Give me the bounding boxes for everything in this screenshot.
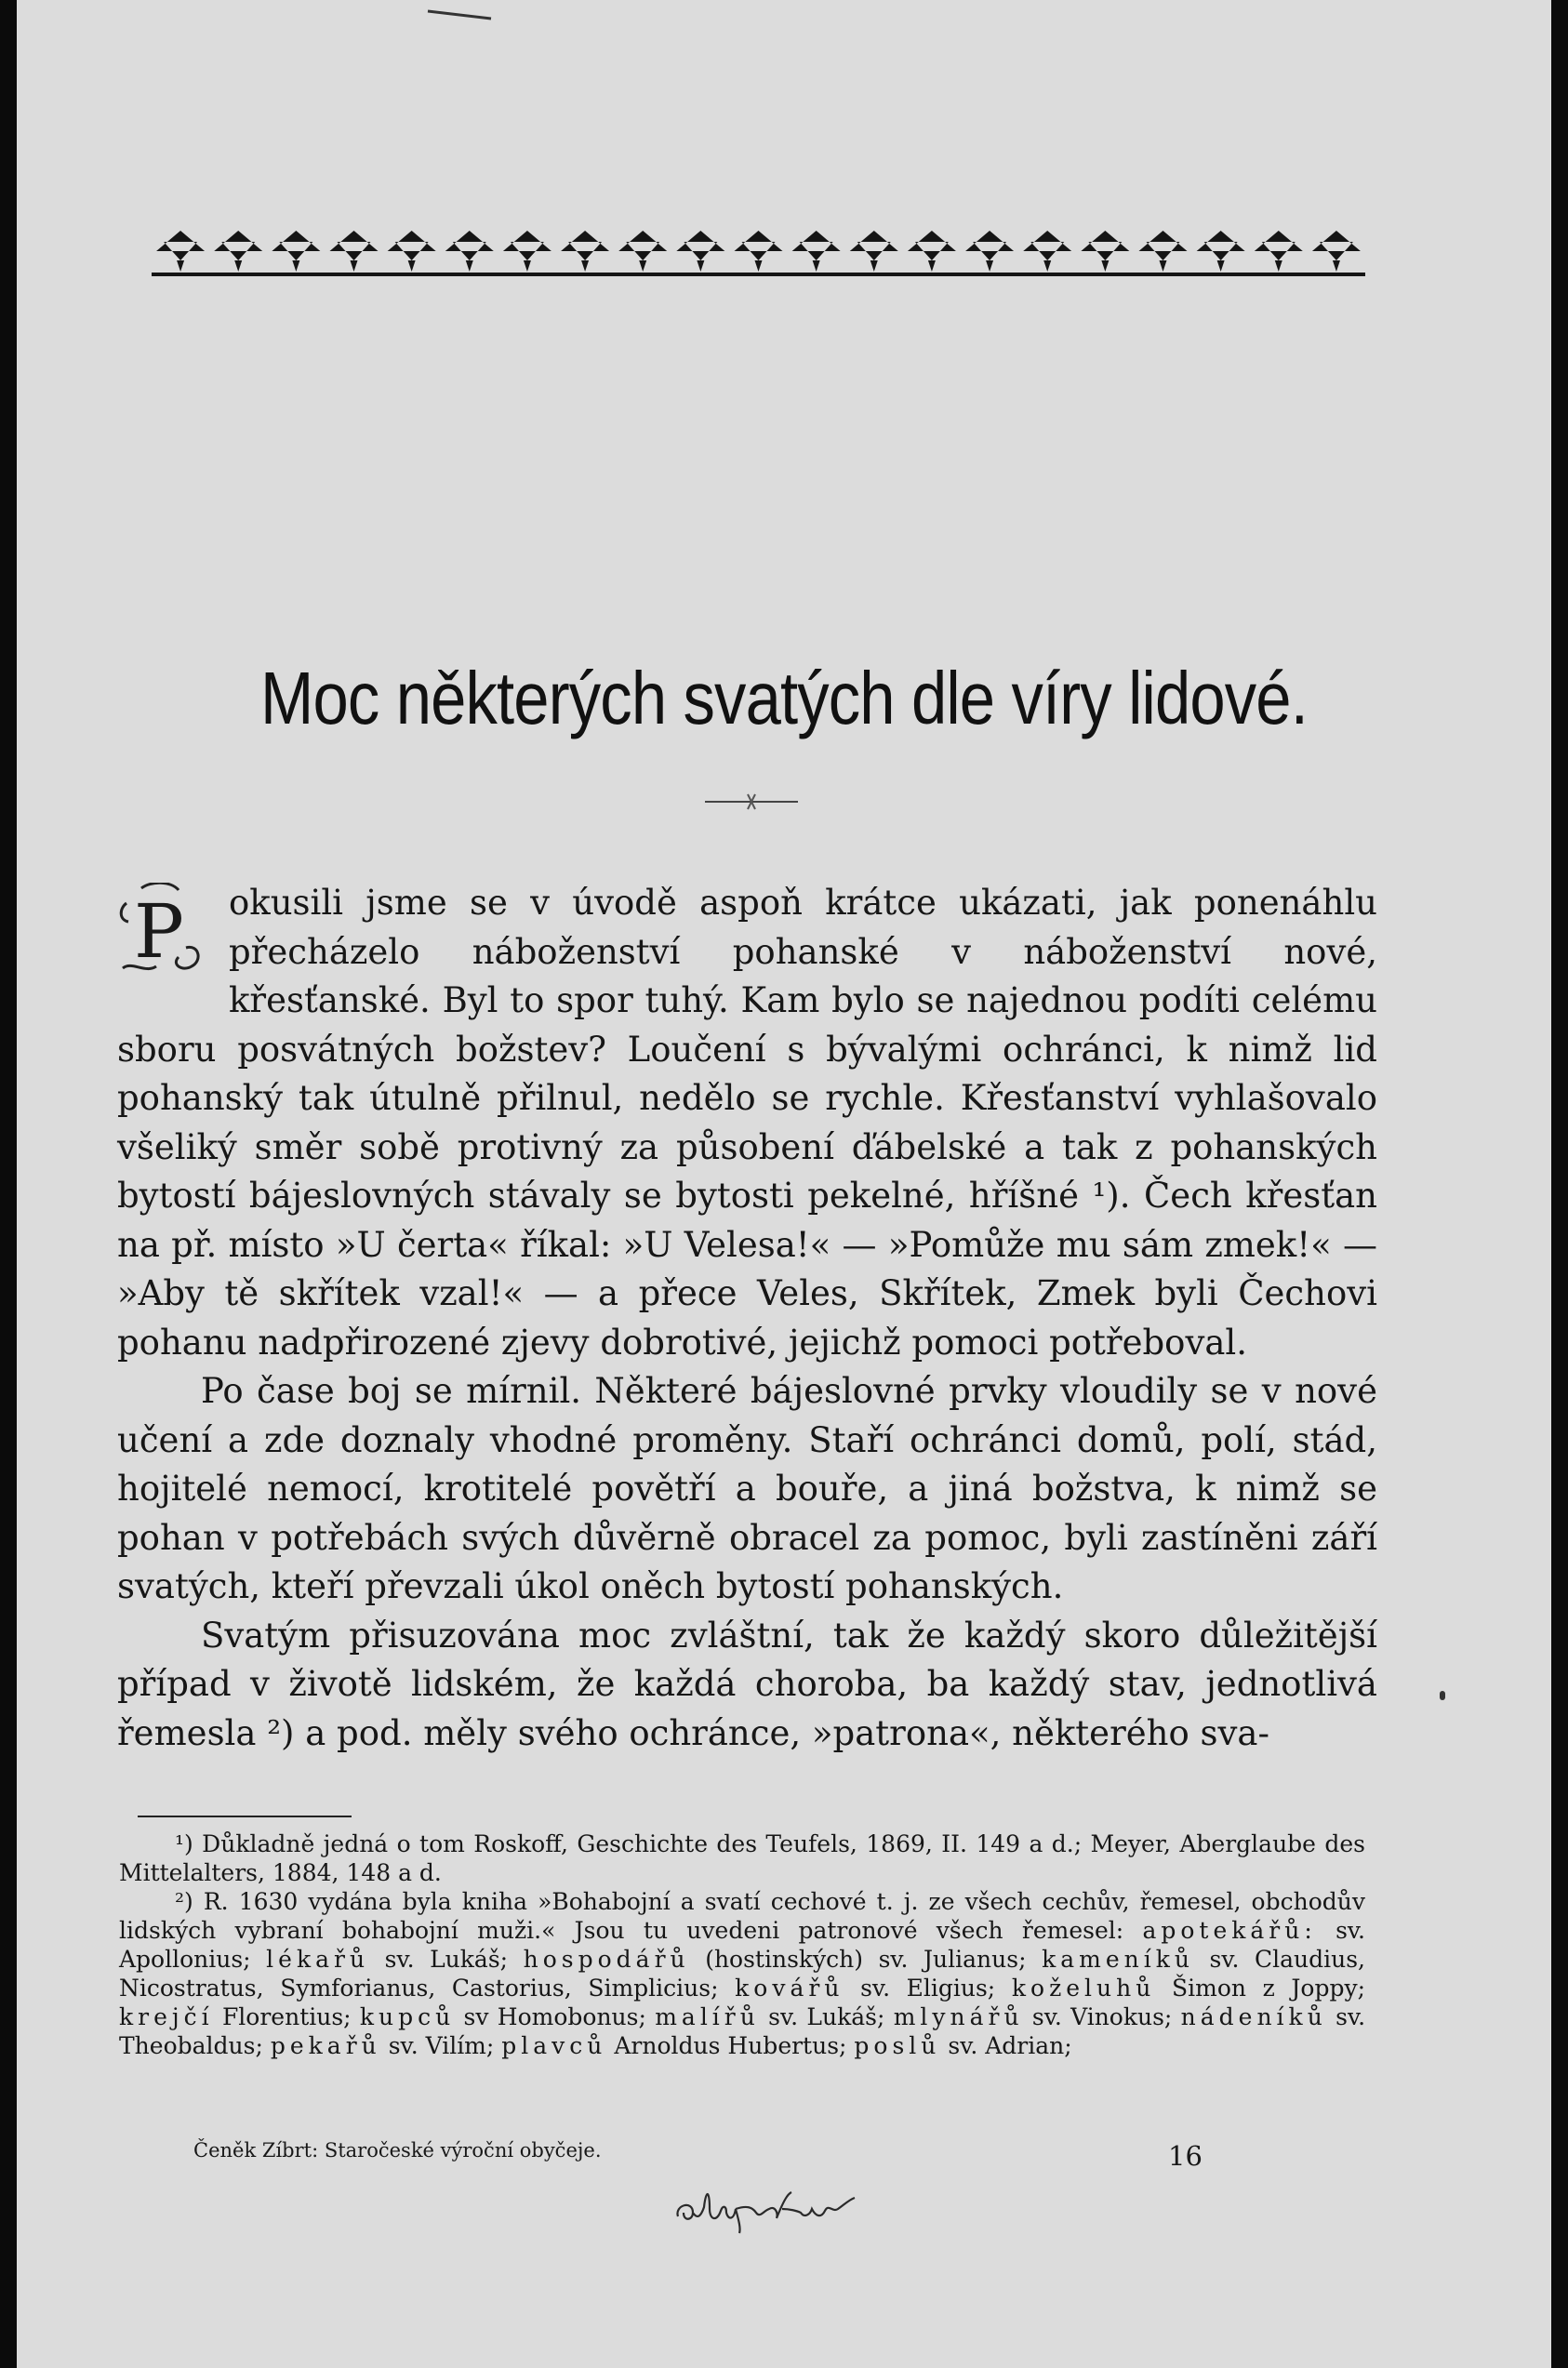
patron-trade: apotekářů: bbox=[1142, 1917, 1317, 1944]
ornament-motif bbox=[503, 231, 551, 272]
patron-trade: nádeníků bbox=[1180, 2003, 1327, 2030]
patron-saint: sv Homobonus; bbox=[463, 2003, 646, 2030]
ornament-band-graphic bbox=[152, 223, 1365, 279]
running-footer: Čeněk Zíbrt: Staročeské výroční obyčeje. bbox=[193, 2139, 602, 2162]
page-title: Moc některých svatých dle víry lidové. bbox=[260, 657, 1308, 739]
patron-saint: sv. Apollonius; bbox=[119, 1917, 1365, 1973]
patron-saint: sv. Claudius, Nicostratus, Symforianus, Castorius, Simplicius; bbox=[119, 1946, 1365, 2002]
ornament-motif bbox=[1023, 231, 1071, 272]
title-divider-ornament bbox=[705, 791, 798, 811]
paragraph-2: Po čase boj se mírnil. Některé bájeslovné prvky vloudily se v nové učení a zde doznaly vhodné proměny. Staří ochránci domů, polí, stád, hojitelé nemocí, krotitelé povětří a bouře, a jiná božstva, k nimž se pohan v potřebách svých důvěrně obracel za pomoc, byli zastíněni září svatých, kteří převzali úkol oněch bytostí pohanských. bbox=[117, 1371, 1377, 1606]
patron-saint: sv. Adrian; bbox=[948, 2032, 1072, 2059]
body-text bbox=[117, 879, 1377, 1758]
patron-trade: mlynářů bbox=[893, 2003, 1024, 2030]
page-number: 16 bbox=[1168, 2140, 1203, 2172]
patron-trade: krejčí bbox=[119, 2003, 214, 2030]
footnotes bbox=[119, 1829, 1365, 2060]
ornament-motif bbox=[1197, 231, 1245, 272]
patron-saint: Šimon z Joppy; bbox=[1171, 1975, 1366, 2002]
ornament-band bbox=[152, 223, 1365, 279]
ornament-motif bbox=[1081, 231, 1129, 272]
patron-saint: Florentius; bbox=[221, 2003, 352, 2030]
patron-trade: kovářů bbox=[735, 1975, 844, 2002]
ornament-motif bbox=[1139, 231, 1188, 272]
ornament-motif bbox=[214, 231, 262, 272]
paragraph-3: Svatým přisuzována moc zvláštní, tak že každý skoro důležitější případ v životě lidském, že každá choroba, ba každý stav, jednotlivá řemesla ²) a pod. měly svého ochránce, »patrona«, některého sva- bbox=[117, 1615, 1377, 1753]
patron-trade: koželuhů bbox=[1011, 1975, 1156, 2002]
initial-ornament-icon bbox=[113, 883, 218, 979]
ornament-motif bbox=[965, 231, 1014, 272]
ornament-motif bbox=[561, 231, 609, 272]
ornament-rule bbox=[152, 273, 1365, 276]
scan-speck bbox=[1440, 1691, 1445, 1700]
ornament-motif bbox=[388, 231, 436, 272]
patron-trade: pekařů bbox=[270, 2032, 381, 2059]
patron-saint: sv. Vilím; bbox=[388, 2032, 495, 2059]
patron-saint: Arnoldus Hubertus; bbox=[614, 2032, 847, 2059]
ornament-motif bbox=[272, 231, 320, 272]
patron-trade: malířů bbox=[655, 2003, 760, 2030]
handwritten-signature bbox=[672, 2172, 858, 2237]
patron-saint: sv. Eligius; bbox=[860, 1975, 996, 2002]
decorative-initial bbox=[113, 883, 218, 979]
book-page bbox=[17, 0, 1551, 2368]
initial-letter: P bbox=[134, 888, 184, 975]
ornament-motif bbox=[908, 231, 956, 272]
paragraph-1-text: okusili jsme se v úvodě aspoň krátce ukázati, jak ponenáhlu přecházelo náboženství pohanské v náboženství nové, křesťanské. Byl to spor tuhý. Kam bylo se najednou podíti celému sboru posvátných božstev? Loučení s bývalými ochránci, k nimž lid pohanský tak útulně přilnul, nedělo se rychle. Křesťanství vyhlašovalo všeliký směr sobě protivný za působení ďábelské a tak z pohanských bytostí bájeslovných stávaly se bytosti pekelné, hříšné ¹). Čech křesťan na př. místo »U čerta« říkal: »U Velesa!« — »Pomůže mu sám zmek!« — »Aby tě skřítek vzal!« — a přece Veles, Skřítek, Zmek byli Čechovi pohanu nadpřirozené zjevy dobrotivé, jejichž pomoci potřeboval. bbox=[117, 883, 1377, 1363]
footnote-rule bbox=[138, 1816, 352, 1817]
patron-trade: lékařů bbox=[266, 1946, 370, 1973]
patron-trade: kameníků bbox=[1042, 1946, 1194, 1973]
patron-trade: hospodářů bbox=[523, 1946, 690, 1973]
patron-trade: kupců bbox=[359, 2003, 456, 2030]
scan-mark bbox=[426, 7, 500, 26]
ornament-motif bbox=[445, 231, 494, 272]
footnote-2 bbox=[119, 1887, 1365, 2060]
patron-trade: plavců bbox=[501, 2032, 607, 2059]
patron-saint: (hostinských) sv. Julianus; bbox=[705, 1946, 1027, 1973]
ornament-motif bbox=[676, 231, 724, 272]
patron-saint: sv. Lukáš; bbox=[768, 2003, 885, 2030]
patron-saint: sv. Vinokus; bbox=[1031, 2003, 1173, 2030]
footnote-1: ¹) Důkladně jedná o tom Roskoff, Geschichte des Teufels, 1869, II. 149 a d.; Meyer, Aberglaube des Mittelalters, 1884, 148 a d. bbox=[119, 1830, 1365, 1886]
footnote-2-intro: ²) R. 1630 vydána byla kniha »Bohabojní a svatí cechové t. j. ze všech cechův, řemesel, obchodův lidských vybraní bohabojní muži.« Jsou tu uvedeni patronové všech řemesel: bbox=[119, 1888, 1365, 1944]
ornament-motif bbox=[792, 231, 841, 272]
patron-saint: sv. Lukáš; bbox=[384, 1946, 509, 1973]
ornament-motif bbox=[618, 231, 667, 272]
ornament-motif bbox=[735, 231, 783, 272]
ornament-motif bbox=[156, 231, 205, 272]
paragraph-1 bbox=[117, 879, 1377, 1367]
ornament-motif bbox=[1255, 231, 1303, 272]
ornament-motif bbox=[850, 231, 898, 272]
ornament-motif bbox=[1312, 231, 1361, 272]
patron-trade: poslů bbox=[854, 2032, 941, 2059]
ornament-motif bbox=[330, 231, 379, 272]
patron-saint: sv. Theobaldus; bbox=[119, 2003, 1366, 2059]
